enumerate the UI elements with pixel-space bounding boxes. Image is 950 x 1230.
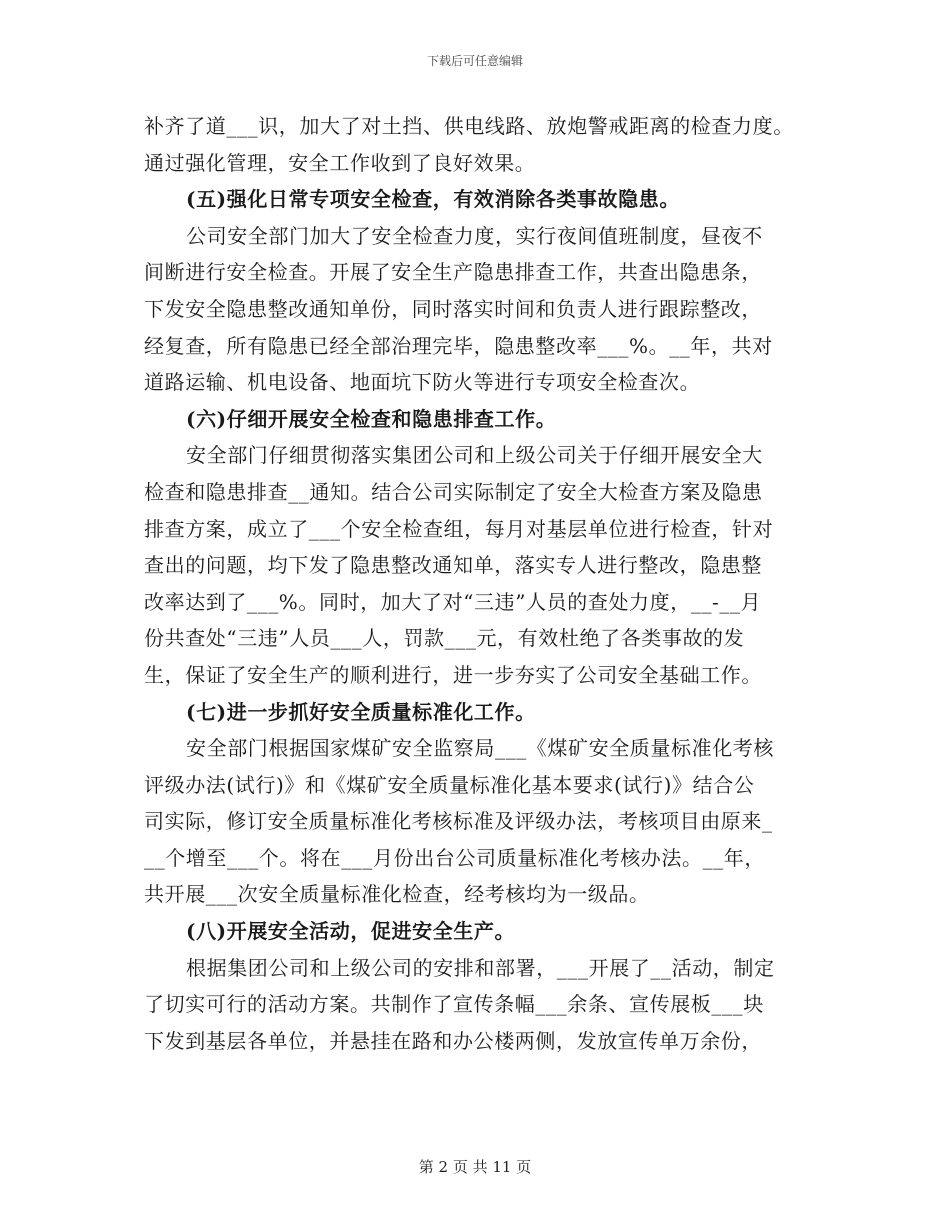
paragraph-line: 安全部门根据国家煤矿安全监察局___《煤矿安全质量标准化考核 [186, 736, 774, 761]
paragraph-line: 道路运输、机电设备、地面坑下防火等进行专项安全检查次。 [144, 370, 701, 395]
paragraph-line: 生，保证了安全生产的顺利进行，进一步夯实了公司安全基础工作。 [144, 662, 762, 687]
page-header-note: 下载后可任意编辑 [426, 54, 523, 68]
paragraph-line: 检查和隐患排查__通知。结合公司实际制定了安全大检查方案及隐患 [144, 479, 763, 504]
paragraph-line: 司实际，修订安全质量标准化考核标准及评级办法，考核项目由原来_ [144, 809, 773, 834]
paragraph-line: 评级办法(试行)》和《煤矿安全质量标准化基本要求(试行)》结合公 [144, 772, 755, 797]
paragraph-line: 共开展___次安全质量标准化检查，经考核均为一级品。 [144, 882, 650, 907]
paragraph-line: __个增至___个。将在___月份出台公司质量标准化考核办法。__年， [144, 845, 765, 870]
paragraph-line: 了切实可行的活动方案。共制作了宣传条幅___余条、宣传展板___块 [144, 992, 764, 1017]
paragraph-line: 补齐了道___识，加大了对土挡、供电线路、放炮警戒距离的检查力度。 [144, 114, 794, 138]
paragraph-line: 排查方案，成立了___个安全检查组，每月对基层单位进行检查，针对 [144, 516, 774, 541]
page-number-footer: 第 2 页 共 11 页 [418, 1158, 532, 1176]
paragraph-line: 经复查，所有隐患已经全部治理完毕，隐患整改率___%。__年，共对 [144, 333, 773, 358]
paragraph-line: 通过强化管理，安全工作收到了良好效果。 [144, 150, 536, 175]
paragraph-line: 间断进行安全检查。开展了安全生产隐患排查工作，共查出隐患条， [144, 260, 762, 285]
section-heading: (五)强化日常专项安全检查，有效消除各类事故隐患。 [186, 187, 680, 212]
paragraph-line: 公司安全部门加大了安全检查力度，实行夜间值班制度，昼夜不 [186, 223, 763, 248]
paragraph-line: 改率达到了___%。同时，加大了对“三违”人员的查处力度，__-__月 [144, 589, 762, 614]
paragraph-line: 根据集团公司和上级公司的安排和部署，___开展了__活动，制定 [186, 955, 775, 980]
paragraph-line: 下发安全隐患整改通知单份，同时落实时间和负责人进行跟踪整改， [144, 296, 762, 321]
paragraph-line: 安全部门仔细贯彻落实集团公司和上级公司关于仔细开展安全大 [186, 443, 763, 468]
section-heading: (六)仔细开展安全检查和隐患排查工作。 [186, 406, 557, 431]
section-heading: (八)开展安全活动，促进安全生产。 [186, 919, 516, 944]
document-body [144, 108, 824, 1059]
paragraph-line: 份共查处“三违”人员___人，罚款___元，有效杜绝了各类事故的发 [144, 626, 745, 651]
section-heading: (七)进一步抓好安全质量标准化工作。 [186, 699, 536, 724]
paragraph-line: 查出的问题，均下发了隐患整改通知单，落实专人进行整改，隐患整 [144, 553, 762, 578]
paragraph-line: 下发到基层各单位，并悬挂在路和办公楼两侧，发放宣传单万余份， [144, 1028, 762, 1053]
